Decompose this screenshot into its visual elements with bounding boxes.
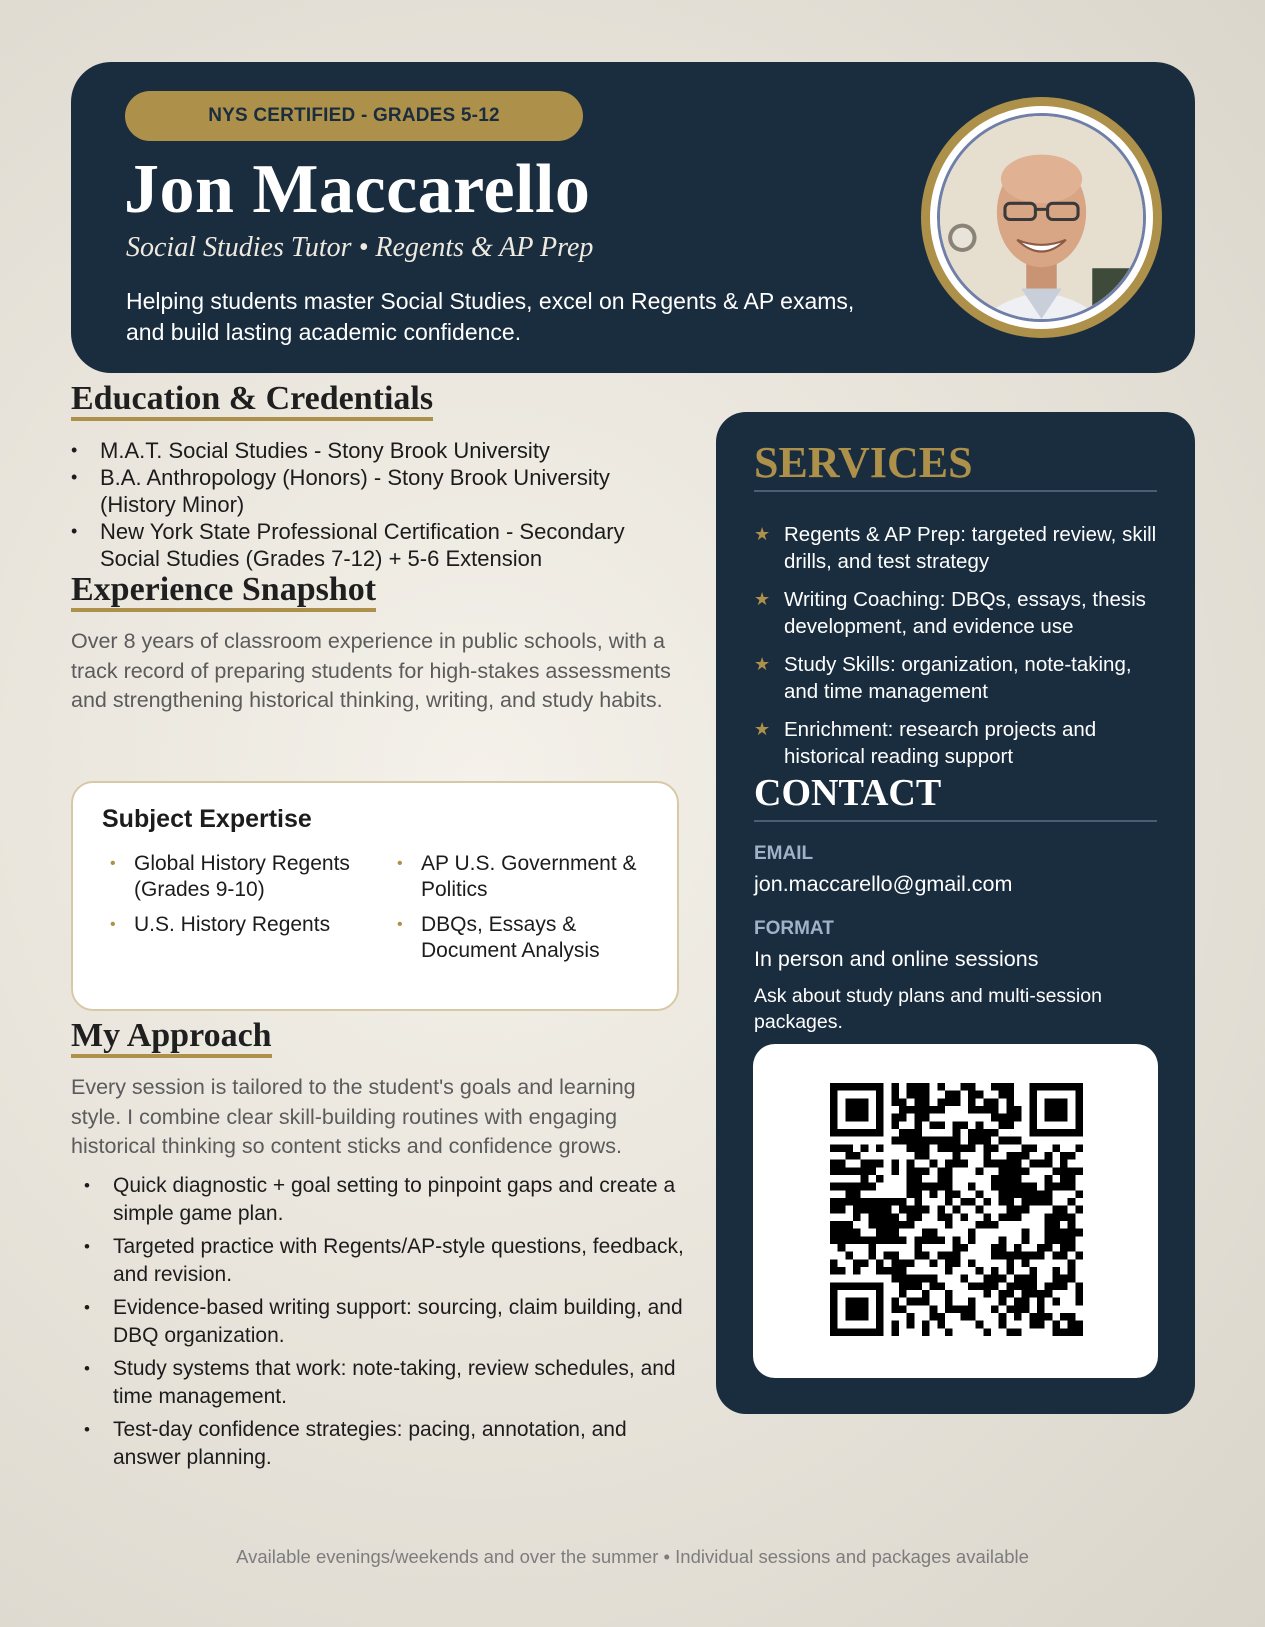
- qr-code-card[interactable]: [753, 1044, 1158, 1378]
- list-item: • Test-day confidence strategies: pacing, annotation, and answer planning.: [84, 1416, 684, 1472]
- experience-heading: Experience Snapshot: [71, 572, 376, 612]
- list-item: • U.S. History Regents: [110, 912, 355, 938]
- experience-text: Over 8 years of classroom experience in public schools, with a track record of preparing students for high-stakes assessments and strengthening historical thinking, writing, and study habits.: [71, 629, 671, 712]
- star-icon: ★: [754, 589, 771, 609]
- approach-text: Every session is tailored to the student's goals and learning style. I combine clear skill-building routines with engaging historical thinking so content sticks and confidence grows.: [71, 1075, 636, 1158]
- services-heading: SERVICES: [754, 440, 1157, 492]
- expertise-heading: Subject Expertise: [102, 805, 312, 833]
- packages-note: Ask about study plans and multi-session packages.: [754, 985, 1102, 1033]
- hero-banner: [71, 62, 1195, 373]
- star-icon: ★: [754, 719, 771, 739]
- subject-expertise-card: [71, 781, 679, 1011]
- services-list: [754, 521, 1164, 781]
- approach-list: [84, 1172, 684, 1477]
- star-icon: ★: [754, 524, 771, 544]
- list-item: ★ Enrichment: research projects and historical reading support: [754, 718, 1097, 768]
- list-item: • B.A. Anthropology (Honors) - Stony Brook University (History Minor): [71, 464, 671, 518]
- list-item: • New York State Professional Certification - Secondary Social Studies (Grades 7-12) + 5-6 Extension: [71, 518, 671, 572]
- expertise-list-right: [397, 851, 657, 973]
- email-label: EMAIL: [754, 843, 814, 864]
- list-item: ★ Study Skills: organization, note-taking, and time management: [754, 653, 1132, 703]
- qr-code-icon[interactable]: [830, 1083, 1083, 1336]
- education-heading: Education & Credentials: [71, 381, 433, 421]
- list-item: • Global History Regents (Grades 9-10): [110, 851, 355, 903]
- list-item: • Targeted practice with Regents/AP-style questions, feedback, and revision.: [84, 1233, 684, 1289]
- certification-badge: NYS CERTIFIED - GRADES 5-12: [125, 91, 583, 141]
- expertise-list-left: [110, 851, 355, 947]
- list-item: • Study systems that work: note-taking, review schedules, and time management.: [84, 1355, 684, 1411]
- contact-heading: CONTACT: [754, 770, 1157, 822]
- list-item: ★ Writing Coaching: DBQs, essays, thesis development, and evidence use: [754, 588, 1146, 638]
- format-label: FORMAT: [754, 918, 834, 939]
- list-item: • M.A.T. Social Studies - Stony Brook University: [71, 437, 671, 464]
- list-item: ★ Regents & AP Prep: targeted review, skill drills, and test strategy: [754, 523, 1157, 573]
- tutor-tagline: Helping students master Social Studies, excel on Regents & AP exams, and build lasting academic confidence.: [126, 288, 855, 345]
- list-item: • Evidence-based writing support: sourcing, claim building, and DBQ organization.: [84, 1294, 684, 1350]
- list-item: • AP U.S. Government & Politics: [397, 851, 657, 903]
- star-icon: ★: [754, 654, 771, 674]
- education-list: [71, 437, 671, 572]
- list-item: • Quick diagnostic + goal setting to pinpoint gaps and create a simple game plan.: [84, 1172, 684, 1228]
- tutor-subtitle: Social Studies Tutor • Regents & AP Prep: [126, 232, 594, 263]
- format-value: In person and online sessions: [754, 947, 1039, 971]
- email-link[interactable]: jon.maccarello@gmail.com: [754, 872, 1013, 896]
- approach-heading: My Approach: [71, 1018, 272, 1058]
- headshot-frame: [921, 97, 1162, 338]
- services-contact-panel: [716, 412, 1195, 1414]
- list-item: • DBQs, Essays & Document Analysis: [397, 912, 657, 964]
- headshot-photo: [937, 113, 1146, 322]
- tutor-name: Jon Maccarello: [124, 151, 591, 228]
- availability-footer: Available evenings/weekends and over the summer • Individual sessions and packages available: [236, 1546, 1029, 1567]
